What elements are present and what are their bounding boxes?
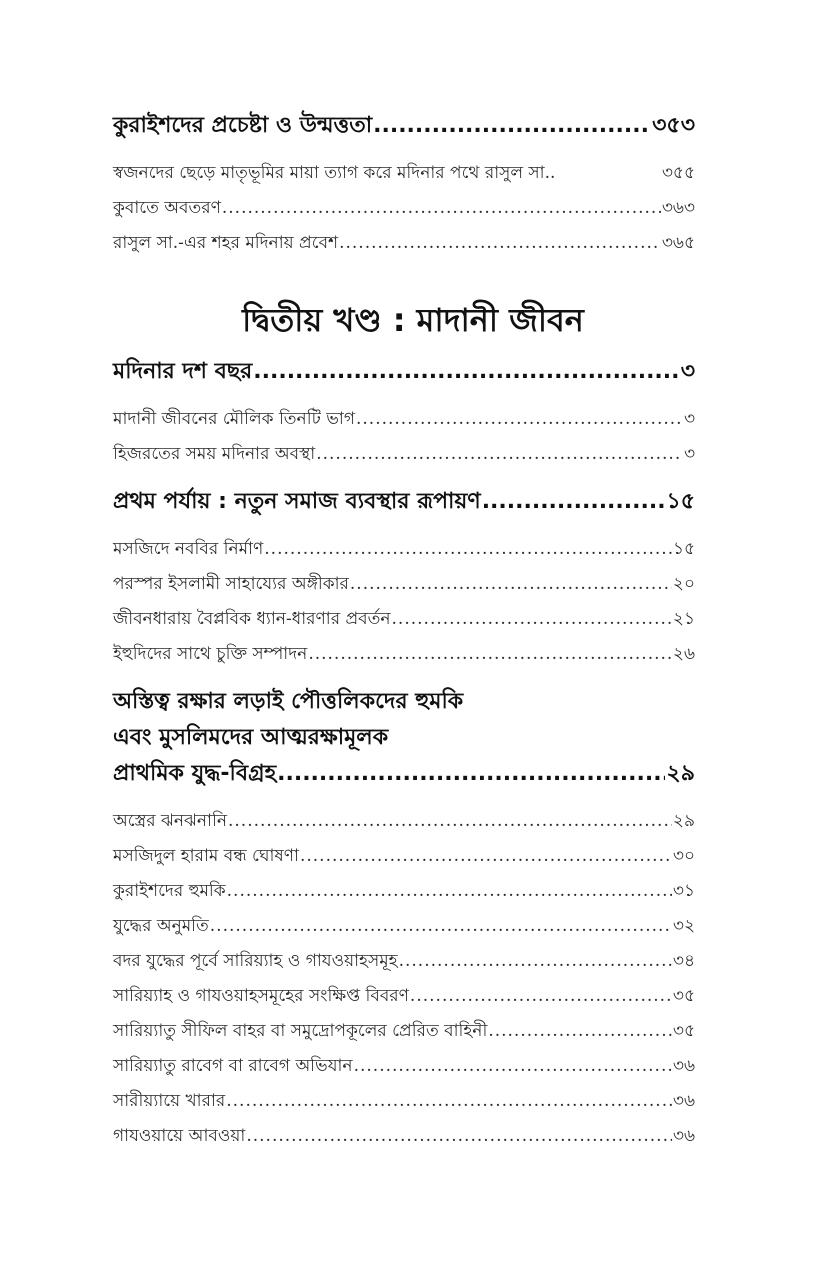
- dot-leader: [253, 359, 679, 384]
- dot-leader: [356, 409, 683, 429]
- dot-leader: [300, 846, 672, 866]
- dot-leader: [373, 113, 651, 138]
- toc-entry[interactable]: [113, 571, 695, 599]
- toc-entry[interactable]: [113, 1088, 695, 1116]
- dot-leader: [277, 761, 665, 786]
- entry-title: যুদ্ধের অনুমতি: [113, 916, 209, 936]
- toc-entry[interactable]: [113, 160, 695, 188]
- page-number: ৩০: [672, 846, 695, 866]
- toc-chapter-heading[interactable]: [113, 108, 695, 145]
- page-number: ২০: [672, 574, 695, 594]
- chapter-title: প্রাথমিক যুদ্ধ-বিগ্রহ: [113, 761, 277, 786]
- dot-leader: [228, 811, 672, 831]
- entry-title: পরস্পর ইসলামী সাহায্যের অঙ্গীকার: [113, 574, 349, 594]
- page-number: ১৫: [666, 489, 695, 514]
- toc-entry[interactable]: [113, 1123, 695, 1151]
- page-number: ৩১: [672, 881, 695, 901]
- entry-title: রাসুল সা.-এর শহর মদিনায় প্রবেশ: [113, 233, 339, 253]
- dot-leader: [482, 489, 666, 514]
- dot-leader: [399, 951, 672, 971]
- entry-title: বদর যুদ্ধের পূর্বে সারিয়্যাহ ও গাযওয়াহসমূহ: [113, 951, 398, 971]
- entry-title: অস্ত্রের ঝনঝনানি: [113, 811, 227, 831]
- toc-entry[interactable]: [113, 230, 695, 258]
- entry-title: কুরাইশদের হুমকি: [113, 881, 226, 901]
- page-number: ৩: [683, 444, 695, 464]
- dot-leader: [308, 644, 672, 664]
- toc-chapter-heading[interactable]: [113, 756, 695, 793]
- page-number: ৩: [680, 359, 695, 384]
- entry-title: স্বজনদের ছেড়ে মাতৃভূমির মায়া ত্যাগ করে মদিনার পথে রাসুল সা..: [113, 163, 556, 183]
- dot-leader: [227, 881, 672, 901]
- toc-entry[interactable]: [113, 441, 695, 469]
- entry-title: ইহুদিদের সাথে চুক্তি সম্পাদন: [113, 644, 308, 664]
- chapter-title: প্রথম পর্যায় : নতুন সমাজ ব্যবস্থার রূপায়ণ: [113, 489, 481, 514]
- entry-title: সারিয়্যাহ ও গাযওয়াহসমূহের সংক্ষিপ্ত বিবরণ: [113, 986, 409, 1006]
- page-number: ৩৫৩: [652, 113, 695, 138]
- toc-entry[interactable]: [113, 195, 695, 223]
- dot-leader: [354, 1056, 672, 1076]
- entry-title: সারিয়্যাতু রাবেগ বা রাবেগ অভিযান: [113, 1056, 353, 1076]
- chapter-title-line: এবং মুসলিমদের আত্মরক্ষামূলক: [113, 725, 389, 750]
- dot-leader: [488, 1021, 672, 1041]
- page-number: ৩৫: [672, 986, 695, 1006]
- page-number: ৩২: [672, 916, 695, 936]
- entry-title: সারীয়্যায়ে খারার: [113, 1091, 226, 1111]
- toc-entry[interactable]: [113, 843, 695, 871]
- toc-entry[interactable]: [113, 948, 695, 976]
- entry-title: গাযওয়ায়ে আবওয়া: [113, 1126, 246, 1146]
- toc-entry[interactable]: [113, 606, 695, 634]
- toc-entry[interactable]: [113, 913, 695, 941]
- entry-title: সারিয়্যাতু সীফিল বাহর বা সমুদ্রোপকূলের প্রেরিত বাহিনী: [113, 1021, 488, 1041]
- dot-leader: [264, 539, 672, 559]
- dot-leader: [392, 609, 672, 629]
- dot-leader: [316, 444, 683, 464]
- chapter-title-line: অস্তিত্ব রক্ষার লড়াই পৌত্তলিকদের হুমকি: [113, 689, 464, 714]
- dot-leader: [226, 1091, 672, 1111]
- chapter-title: মদিনার দশ বছর: [113, 359, 253, 384]
- dot-leader: [350, 574, 672, 594]
- page-number: ২১: [672, 609, 695, 629]
- page-number: ২৬: [672, 644, 695, 664]
- page-number: ২৯: [672, 811, 695, 831]
- dot-leader: [222, 198, 661, 218]
- page-number: ২৯: [666, 761, 695, 786]
- toc-entry[interactable]: [113, 808, 695, 836]
- entry-title: মাদানী জীবনের মৌলিক তিনটি ভাগ: [113, 409, 355, 429]
- entry-title: মসজিদুল হারাম বন্ধ ঘোষণা: [113, 846, 299, 866]
- page-number: ৩৫: [672, 1021, 695, 1041]
- toc-entry[interactable]: [113, 641, 695, 669]
- page-number: ৩৬৩: [661, 198, 695, 218]
- dot-leader: [210, 916, 672, 936]
- toc-entry[interactable]: [113, 406, 695, 434]
- dot-leader: [339, 233, 661, 253]
- toc-chapter-heading[interactable]: [113, 484, 695, 521]
- page-number: ৩৬: [672, 1126, 695, 1146]
- page-number: ৩: [683, 409, 695, 429]
- page-number: ৩৬৫: [661, 233, 695, 253]
- dot-leader: [410, 986, 672, 1006]
- page-number: ৩৫৫: [661, 163, 695, 183]
- toc-entry[interactable]: [113, 1018, 695, 1046]
- page-number: ৩৬: [672, 1091, 695, 1111]
- toc-chapter-heading[interactable]: [113, 354, 695, 391]
- toc-entry[interactable]: [113, 983, 695, 1011]
- entry-title: হিজরতের সময় মদিনার অবস্থা: [113, 444, 316, 464]
- entry-title: মসজিদে নববির নির্মাণ: [113, 539, 264, 559]
- entry-title: জীবনধারায় বৈপ্লবিক ধ্যান-ধারণার প্রবর্তন: [113, 609, 391, 629]
- part-title: দ্বিতীয় খণ্ড : মাদানী জীবন: [242, 301, 584, 339]
- dot-leader: [246, 1126, 672, 1146]
- page-number: ৩৪: [672, 951, 695, 971]
- page-number: ৩৬: [672, 1056, 695, 1076]
- toc-entry[interactable]: [113, 878, 695, 906]
- chapter-title: কুরাইশদের প্রচেষ্টা ও উন্মত্ততা: [113, 113, 373, 138]
- toc-entry[interactable]: [113, 536, 695, 564]
- page-number: ১৫: [672, 539, 695, 559]
- toc-entry[interactable]: [113, 1053, 695, 1081]
- entry-title: কুবাতে অবতরণ: [113, 198, 221, 218]
